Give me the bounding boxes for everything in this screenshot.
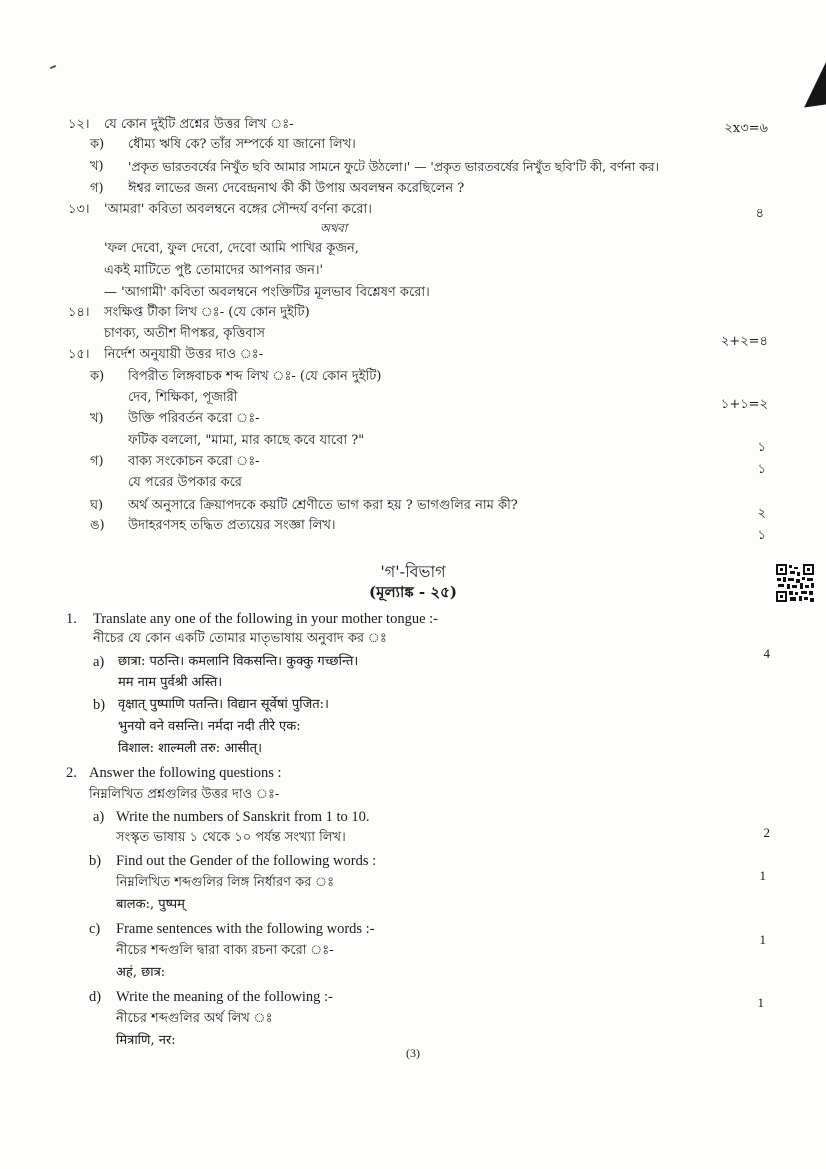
q15-part-d-text: অর্থ অনুসারে ক্রিয়াপদকে কয়টি শ্রেণীতে ভাগ করা হয় ? ভাগগুলির নাম কী? bbox=[128, 498, 518, 513]
ga-q2-a-marks: 2 bbox=[763, 825, 770, 840]
q15-part-e-label: ঙ) bbox=[90, 518, 105, 533]
ga-q2-d-words: मित्राणि, नर: bbox=[116, 1033, 176, 1048]
qr-code-icon bbox=[775, 563, 815, 603]
q15-part-e-text: উদাহরণসহ তদ্ধিত প্রত্যয়ের সংজ্ঞা লিখ। bbox=[128, 518, 336, 533]
ga-q1-b-line-3: विशाल: शाल्मली तरु: आसीत्। bbox=[118, 741, 263, 756]
q15-part-b-sentence: ফটিক বললো, "মামা, মার কাছে কবে যাবো ?" bbox=[128, 433, 365, 448]
q12-part-a-text: ধৌম্য ঋষি কে? তাঁর সম্পর্কে যা জানো লিখ। bbox=[128, 137, 356, 152]
q15-part-a-marks: ১+১=২ bbox=[720, 397, 768, 412]
page-corner-fold bbox=[798, 62, 826, 107]
q15-part-a-label: ক) bbox=[90, 369, 105, 384]
ga-q2-a-label: a) bbox=[93, 809, 105, 825]
q12-marks: ২x৩=৬ bbox=[724, 121, 768, 136]
ga-q1-a-label: a) bbox=[93, 654, 105, 670]
q14-number: ১৪। bbox=[68, 305, 90, 320]
q12-part-c-label: গ) bbox=[90, 181, 104, 196]
q15-part-e-marks: ১ bbox=[757, 528, 766, 543]
q15-part-a-text: বিপরীত লিঙ্গবাচক শব্দ লিখ ঃ- (যে কোন দুইটি) bbox=[128, 369, 382, 384]
section-subtitle: (মূল্যাঙ্ক - ২৫) bbox=[369, 583, 457, 601]
q14-marks: ২+২=৪ bbox=[720, 334, 768, 349]
q15-part-b-marks: ১ bbox=[757, 440, 766, 455]
ga-q2-b-marks: 1 bbox=[759, 868, 766, 883]
ga-q2-b-text-en: Find out the Gender of the following words : bbox=[116, 853, 377, 869]
q13-quote-line-2: একই মাটিতে পুষ্ট তোমাদের আপনার জন।' bbox=[104, 263, 324, 278]
page-number: (3) bbox=[406, 1046, 420, 1060]
ga-q1-marks: 4 bbox=[763, 646, 770, 661]
ga-q1-text-bn: নীচের যে কোন একটি তোমার মাতৃভাষায় অনুবাদ কর ঃ bbox=[93, 631, 387, 646]
ga-q2-text-en: Answer the following questions : bbox=[89, 765, 282, 781]
q15-part-c-phrase: যে পরের উপকার করে bbox=[128, 475, 242, 490]
q13-or: অথবা bbox=[320, 221, 348, 235]
ga-q2-c-label: c) bbox=[89, 921, 101, 937]
ga-q1-text-en: Translate any one of the following in your mother tongue :- bbox=[93, 611, 438, 627]
q12-number: ১২। bbox=[68, 117, 90, 132]
q13-question: — 'আগামী' কবিতা অবলম্বনে পংক্তিটির মূলভাব বিশ্লেষণ করো। bbox=[104, 285, 430, 300]
ga-q2-c-text-en: Frame sentences with the following words :- bbox=[116, 921, 375, 937]
q15-part-d-marks: ২ bbox=[757, 506, 766, 521]
ga-q2-d-label: d) bbox=[89, 989, 102, 1005]
q13-marks: ৪ bbox=[755, 206, 764, 221]
ga-q2-text-bn: নিম্নলিখিত প্রশ্নগুলির উত্তর দাও ঃ- bbox=[89, 787, 280, 802]
ga-q2-d-text-en: Write the meaning of the following :- bbox=[116, 989, 333, 1005]
ga-q2-a-text-en: Write the numbers of Sanskrit from 1 to 10. bbox=[116, 809, 370, 825]
ga-q1-a-line-1: छात्रा: पठन्ति। कमलानि विकसन्ति। कुक्कु गच्छन्ति। bbox=[118, 654, 359, 669]
q14-text: সংক্ষিপ্ত টীকা লিখ ঃ- (যে কোন দুইটি) bbox=[104, 305, 310, 320]
pen-mark bbox=[50, 65, 56, 69]
q15-part-b-text: উক্তি পরিবর্তন করো ঃ- bbox=[128, 411, 260, 426]
ga-q1-b-line-1: वृक्षात् पुष्पाणि पतन्ति। विद्यान सूर्वेषां पुजित:। bbox=[118, 697, 329, 712]
ga-q2-d-text-bn: নীচের শব্দগুলির অর্থ লিখ ঃ bbox=[116, 1011, 273, 1026]
q15-part-a-words: দেব, শিক্ষিকা, পূজারী bbox=[128, 390, 238, 405]
ga-q1-number: 1. bbox=[66, 611, 77, 627]
q13-number: ১৩। bbox=[68, 202, 90, 217]
ga-q2-c-words: अहं, छात्र: bbox=[116, 965, 166, 980]
q12-part-c-text: ঈশ্বর লাভের জন্য দেবেন্দ্রনাথ কী কী উপায় অবলম্বন করেছিলেন ? bbox=[128, 181, 465, 196]
q15-part-c-text: বাক্য সংকোচন করো ঃ- bbox=[128, 454, 260, 469]
ga-q1-b-label: b) bbox=[93, 697, 106, 713]
q13-quote-line-1: 'ফল দেবো, ফুল দেবো, দেবো আমি পাখির কূজন, bbox=[104, 241, 359, 256]
q13-text: 'আমরা' কবিতা অবলম্বনে বঙ্গের সৌন্দর্য বর্ণনা করো। bbox=[104, 202, 372, 217]
q14-options: চাণক্য, অতীশ দীপঙ্কর, কৃত্তিবাস bbox=[104, 326, 265, 341]
ga-q2-b-text-bn: নিম্নলিখিত শব্দগুলির লিঙ্গ নির্ধারণ কর ঃ bbox=[116, 875, 335, 890]
q12-part-a-label: ক) bbox=[90, 137, 105, 152]
ga-q2-b-words: बालक:, पुष्पम् bbox=[116, 897, 185, 912]
q15-part-c-label: গ) bbox=[90, 454, 104, 469]
q15-part-b-label: খ) bbox=[90, 411, 104, 426]
q15-part-c-marks: ১ bbox=[757, 462, 766, 477]
ga-q1-b-line-2: भुनयो वने वसन्ति। नर्मदा नदी तीरे एक: bbox=[118, 719, 301, 734]
ga-q2-a-text-bn: সংস্কৃত ভাষায় ১ থেকে ১০ পর্যন্ত সংখ্যা লিখ। bbox=[116, 830, 346, 845]
ga-q2-b-label: b) bbox=[89, 853, 102, 869]
q12-part-b-label: খ) bbox=[90, 159, 104, 174]
ga-q2-c-text-bn: নীচের শব্দগুলি দ্বারা বাক্য রচনা করো ঃ- bbox=[116, 943, 334, 958]
q15-number: ১৫। bbox=[68, 347, 90, 362]
ga-q2-number: 2. bbox=[66, 765, 77, 781]
q15-text: নির্দেশ অনুযায়ী উত্তর দাও ঃ- bbox=[104, 347, 264, 362]
q15-part-d-label: ঘ) bbox=[90, 498, 104, 513]
q12-part-b-text: 'প্রকৃত ভারতবর্ষের নিখুঁত ছবি আমার সামনে ফুটে উঠলো।' — 'প্রকৃত ভারতবর্ষের নিখুঁত ছবি'টি কী, বর্ণনা কর। bbox=[128, 160, 659, 174]
q12-text: যে কোন দুইটি প্রশ্নের উত্তর লিখ ঃ- bbox=[104, 117, 294, 132]
section-title: 'গ'-বিভাগ bbox=[380, 562, 446, 581]
ga-q1-a-line-2: मम नाम पुर्वश्री अस्ति। bbox=[118, 675, 223, 690]
ga-q2-c-marks: 1 bbox=[759, 932, 766, 947]
ga-q2-d-marks: 1 bbox=[757, 995, 764, 1010]
